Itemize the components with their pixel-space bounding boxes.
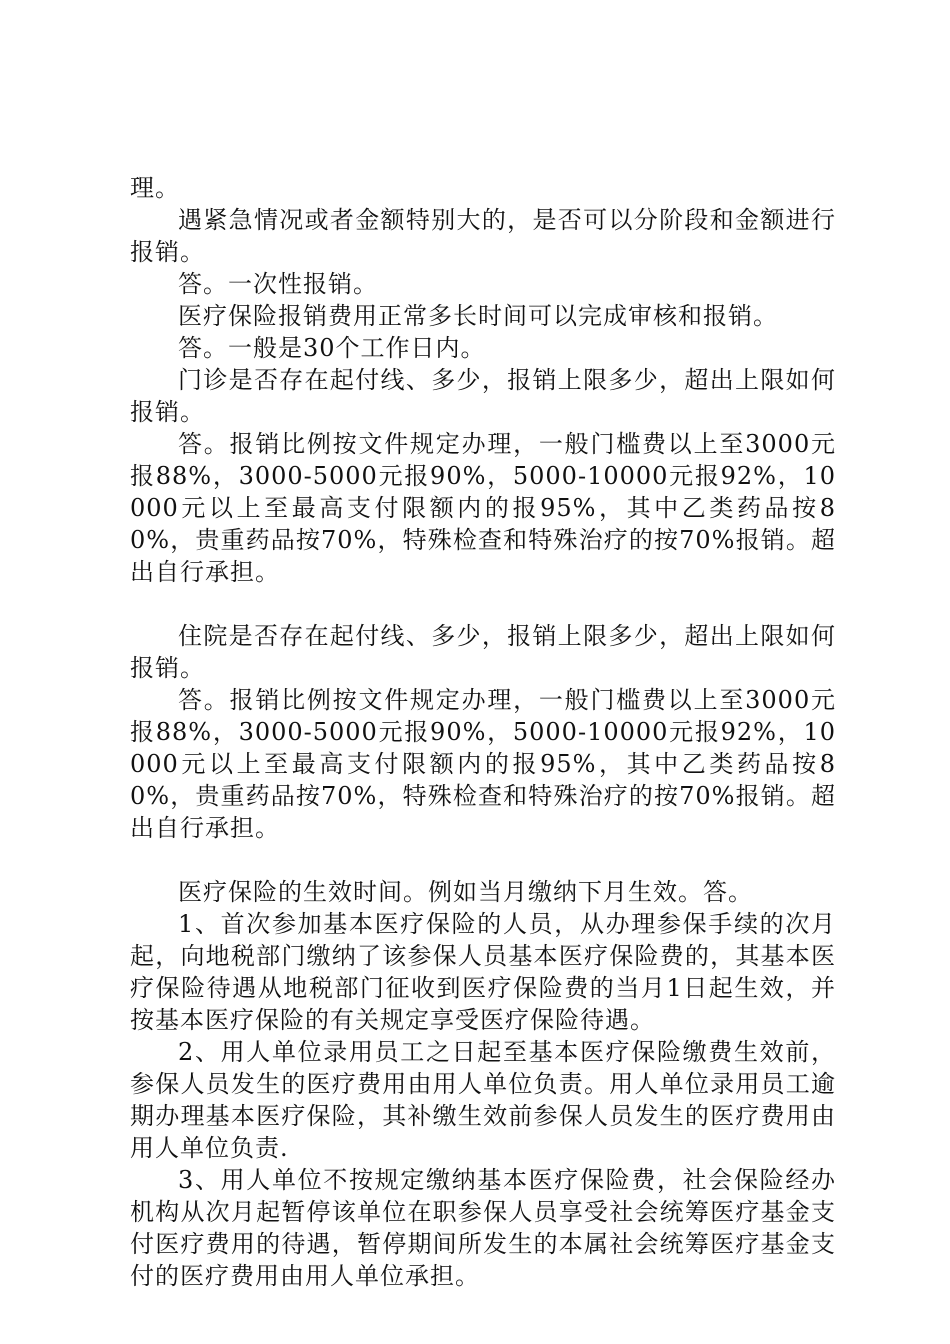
question-paragraph: 门诊是否存在起付线、多少，报销上限多少，超出上限如何报销。 xyxy=(130,366,836,426)
question-paragraph: 医疗保险报销费用正常多长时间可以完成审核和报销。 xyxy=(178,302,778,330)
document-body xyxy=(130,172,836,1292)
numbered-item: 1、首次参加基本医疗保险的人员，从办理参保手续的次月起，向地税部门缴纳了该参保人员基本医疗保险费的，其基本医疗保险待遇从地税部门征收到医疗保险费的当月1日起生效，并按基本医疗保险的有关规定享受医疗保险待遇。 xyxy=(130,910,836,1034)
numbered-item: 3、用人单位不按规定缴纳基本医疗保险费，社会保险经办机构从次月起暂停该单位在职参保人员享受社会统筹医疗基金支付医疗费用的待遇，暂停期间所发生的本属社会统筹医疗基金支付的医疗费用由用人单位承担。 xyxy=(130,1166,836,1290)
answer-paragraph: 答。报销比例按文件规定办理，一般门槛费以上至3000元报88%，3000-5000元报90%，5000-10000元报92%，10000元以上至最高支付限额内的报95%，其中乙类药品按80%，贵重药品按70%，特殊检查和特殊治疗的按70%报销。超出自行承担。 xyxy=(130,430,836,586)
question-paragraph: 遇紧急情况或者金额特别大的，是否可以分阶段和金额进行报销。 xyxy=(130,206,836,266)
paragraph-continuation: 理。 xyxy=(130,174,180,202)
question-paragraph: 住院是否存在起付线、多少，报销上限多少，超出上限如何报销。 xyxy=(130,622,836,682)
answer-paragraph: 答。一般是30个工作日内。 xyxy=(178,334,486,362)
paragraph-gap xyxy=(130,588,836,620)
answer-paragraph: 答。报销比例按文件规定办理，一般门槛费以上至3000元报88%，3000-5000元报90%，5000-10000元报92%，10000元以上至最高支付限额内的报95%，其中乙类药品按80%，贵重药品按70%，特殊检查和特殊治疗的按70%报销。超出自行承担。 xyxy=(130,686,836,842)
question-paragraph: 医疗保险的生效时间。例如当月缴纳下月生效。答。 xyxy=(178,878,753,906)
paragraph-gap xyxy=(130,844,836,876)
answer-paragraph: 答。一次性报销。 xyxy=(178,270,378,298)
numbered-item: 2、用人单位录用员工之日起至基本医疗保险缴费生效前，参保人员发生的医疗费用由用人单位负责。用人单位录用员工逾期办理基本医疗保险，其补缴生效前参保人员发生的医疗费用由用人单位负责. xyxy=(130,1038,836,1162)
